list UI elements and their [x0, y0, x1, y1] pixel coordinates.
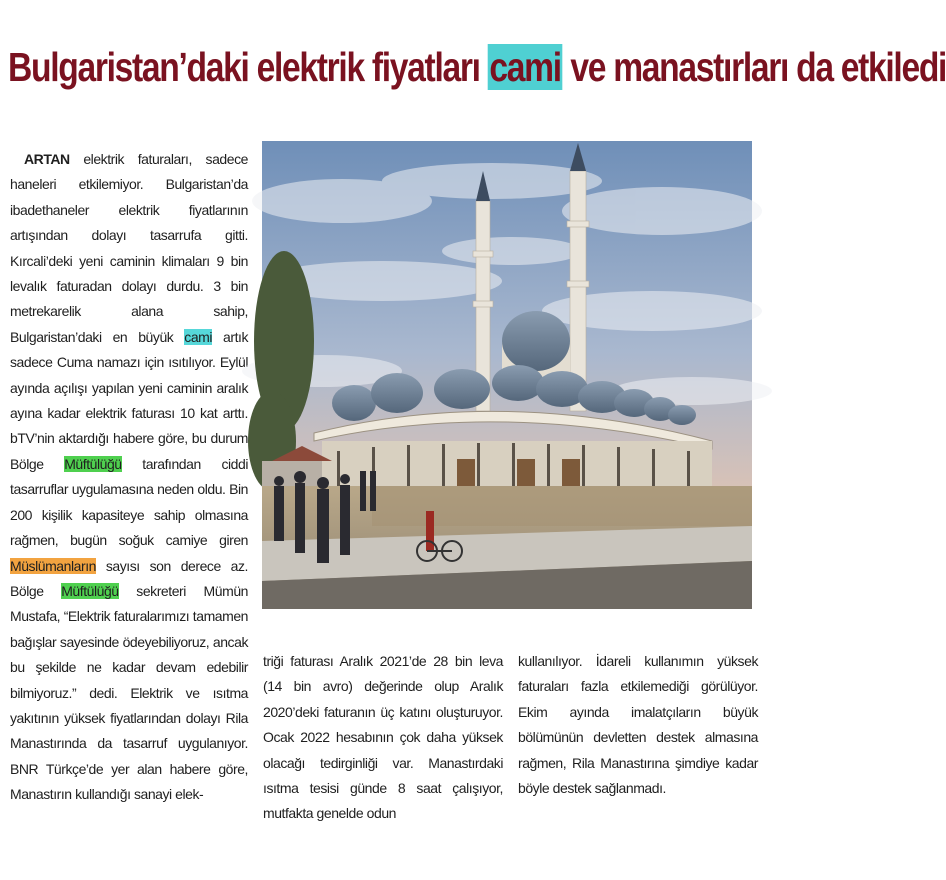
headline-part-2: ve manastırları da etkiledi: [562, 44, 946, 90]
body-text-2: artık sadece Cuma namazı için ısıtılıyor. Eylül ayında açılışı yapılan yeni caminin aralık ayına kadar elektrik faturası 10 kat arttı. bTV’nin aktardığı habere göre, bu durum Bölge: [10, 328, 248, 472]
article-column-1: [10, 147, 248, 808]
article-column-3: kullanılıyor. İdareli kullanımın yüksek faturaları fazla etkilemediği görülüyor. Ekim ayında imalatçıların büyük bölümünün devletten destek almasına rağmen, Rila Manastırına şimdiye kadar böyle destek sağlanmadı.: [518, 653, 758, 797]
body-text-3: tarafından ciddi tasarruflar uygulamasına neden oldu. Bin 200 kişilik kapasiteye sahip olmasına rağmen, bugün soğuk camiye giren: [10, 455, 248, 549]
headline-highlight: cami: [489, 44, 561, 90]
lead-word: ARTAN: [24, 151, 70, 167]
headline-part-1: Bulgaristan’daki elektrik fiyatları: [8, 44, 488, 90]
body-text-5: sekreteri Mümün Mustafa, “Elektrik faturalarımızı tamamen bağışlar sayesinde ödeyebiliyoruz, ancak bu şekilde ne kadar devam edebilir bilmiyoruz.” dedi. Elektrik ve ısıtma yakıtının yüksek fiyatlarından dolayı Rila Manastırında da tasarruf uygulanıyor. BNR Türkçe’de yer alan habere göre, Manastırın kullandığı sanayi elek-: [10, 582, 248, 803]
body-text-4: sayısı son derece az. Bölge: [10, 557, 248, 599]
body-text-1: elektrik faturaları, sadece haneleri etkilemiyor. Bulgaristan’da ibadethaneler elektrik fiyatlarının artışından dolayı tasarrufa gitti. Kırcali’deki yeni caminin klimaları 9 bin levalık faturadan dolayı durdu. 3 bin metrekarelik alana sahip, Bulgaristan’daki en büyük: [10, 151, 248, 345]
headline: [8, 24, 946, 110]
article-column-2: triği faturası Aralık 2021’de 28 bin leva (14 bin avro) değerinde olup Aralık 2020’deki faturanın üç katını oluşturuyor. Ocak 2022 hesabının çok daha yüksek olacağı tedirginliği var. Manastırdaki ısıtma tesisi günde 8 saat çalışıyor, mutfakta genelde odun: [263, 653, 503, 822]
highlight-muftulugu-2: Müftülüğü: [61, 582, 119, 599]
highlight-muslumanlarin: Müslümanların: [10, 557, 96, 574]
highlight-muftulugu-1: Müftülüğü: [64, 455, 122, 472]
mosque-photo: [262, 141, 752, 609]
highlight-cami: cami: [184, 328, 213, 345]
